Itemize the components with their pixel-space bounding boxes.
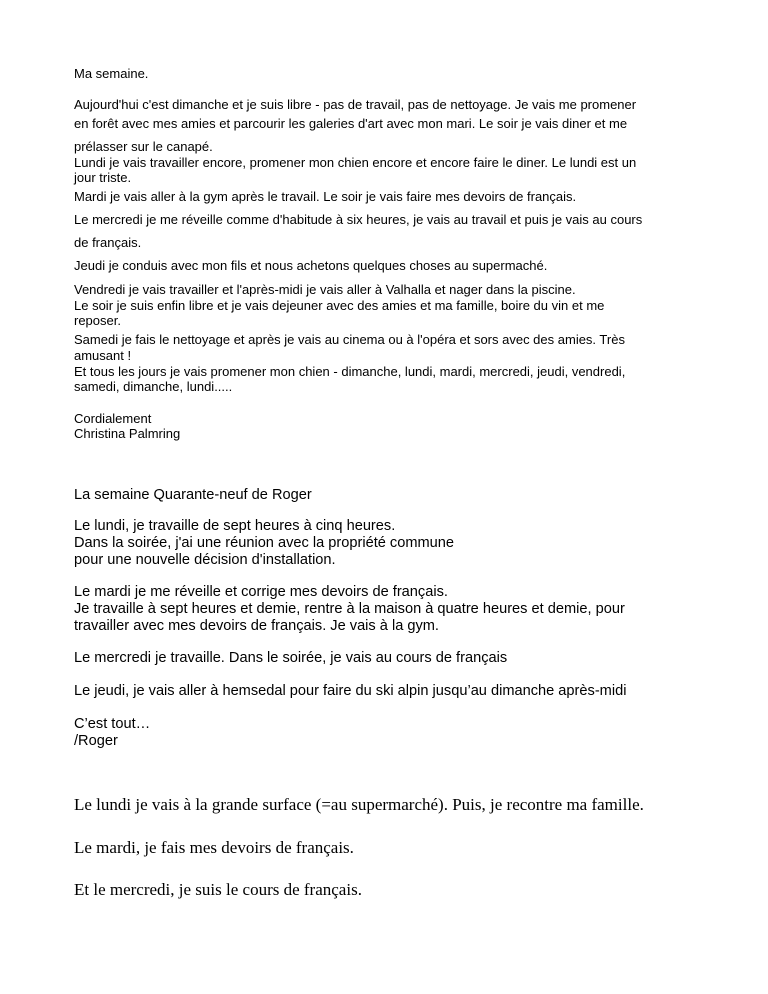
letter2-thursday-paragraph: Le jeudi, je vais aller à hemsedal pour faire du ski alpin jusqu’au dimanche après-midi [74,683,627,699]
text-line: travailler avec mes devoirs de français. Je vais à la gym. [74,618,439,634]
text-line: de français. [74,235,142,250]
text-line: amusant ! [74,348,132,363]
text-line: samedi, dimanche, lundi..... [74,379,233,394]
text-line: Le mardi je me réveille et corrige mes devoirs de français. [74,584,448,600]
text-line: Je travaille à sept heures et demie, rentre à la maison à quatre heures et demie, pour [74,601,625,617]
letter1-tuesday-paragraph: Mardi je vais aller à la gym après le travail. Le soir je vais faire mes devoirs de français. [74,189,577,204]
letter1-wednesday-paragraph [74,212,714,250]
letter1-friday-paragraph: Vendredi je vais travailler et l'après-midi je vais aller à Valhalla et nager dans la piscine. [74,282,576,297]
letter2-monday-paragraph [74,518,714,569]
text-line: en forêt avec mes amies et parcourir les galeries d'art avec mon mari. Le soir je vais diner et me [74,116,628,131]
text-line: Dans la soirée, j'ai une réunion avec la propriété commune [74,535,455,551]
text-line: Le mercredi je me réveille comme d'habitude à six heures, je vais au travail et puis je vais au cours [74,212,643,227]
letter1-signoff [74,411,714,441]
letter1-everyday-paragraph [74,364,714,394]
letter3-monday-paragraph: Le lundi je vais à la grande surface (=au supermarché). Puis, je recontre ma famille. [74,795,644,814]
text-line: Samedi je fais le nettoyage et après je vais au cinema ou à l'opéra et sors avec des amies. Très [74,332,625,347]
letter2-signoff [74,716,714,750]
letter2-tuesday-paragraph [74,584,714,635]
text-line: reposer. [74,313,121,328]
text-line: Lundi je vais travailler encore, promener mon chien encore et encore faire le diner. Le lundi est un [74,155,637,170]
text-line: Le soir je suis enfin libre et je vais dejeuner avec des amies et ma famille, boire du vin et me [74,298,605,313]
closing-text: C’est tout… [74,716,151,732]
text-line: prélasser sur le canapé. [74,139,213,154]
text-line: pour une nouvelle décision d'installation. [74,552,336,568]
letter3-wednesday-paragraph: Et le mercredi, je suis le cours de français. [74,880,362,899]
letter1-saturday-paragraph [74,332,714,363]
letter2-title: La semaine Quarante-neuf de Roger [74,487,312,503]
text-line: Le lundi, je travaille de sept heures à cinq heures. [74,518,396,534]
text-line: jour triste. [74,170,132,185]
letter1-monday-paragraph [74,155,714,185]
signature: Christina Palmring [74,426,181,441]
text-line: Et tous les jours je vais promener mon chien - dimanche, lundi, mardi, mercredi, jeudi, vendredi, [74,364,626,379]
letter1-sunday-paragraph [74,97,714,154]
letter1-evening-paragraph [74,298,714,328]
letter3-tuesday-paragraph: Le mardi, je fais mes devoirs de français. [74,838,354,857]
closing-text: Cordialement [74,411,152,426]
text-line: Aujourd'hui c'est dimanche et je suis libre - pas de travail, pas de nettoyage. Je vais me promener [74,97,637,112]
signature: /Roger [74,733,118,749]
letter1-title: Ma semaine. [74,66,149,81]
letter2-wednesday-paragraph: Le mercredi je travaille. Dans le soirée, je vais au cours de français [74,650,508,666]
letter1-thursday-paragraph: Jeudi je conduis avec mon fils et nous achetons quelques choses au supermaché. [74,258,548,273]
